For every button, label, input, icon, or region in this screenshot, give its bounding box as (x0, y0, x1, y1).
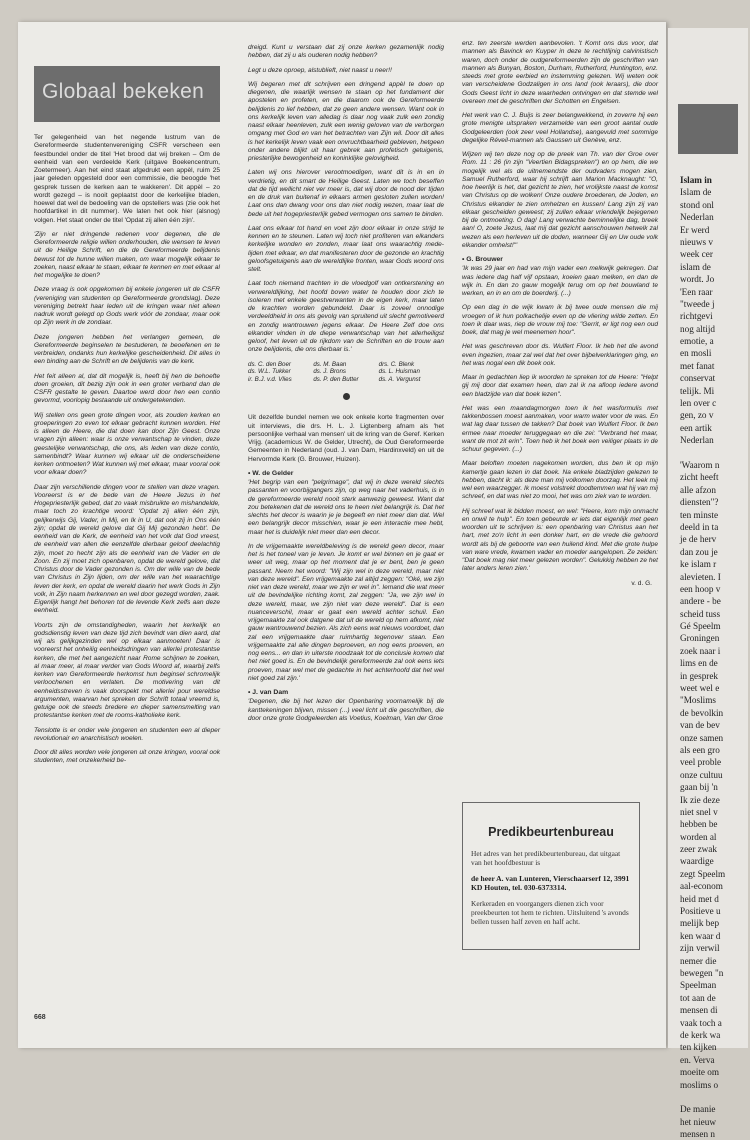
paragraph: Wij stellen ons geen grote dingen voor, als zouden kerken en groeperingen zo even tot elkaar gebracht kunnen worden. Het is alleen de Heere, die dat doen kan door Zijn Geest. Onze vragen zijn alleen: waar is onze verwantschap te vinden, deze geestelijke verwantschap, die ons, als leden van deze contio, samenbindt? Waar kunnen wij elkaar uit de onderscheidene kerken ontmoeten? Wat kunnen wij met elkaar, maar vooral ook voor elkaar doen? (34, 411, 220, 477)
paragraph: enz. ten zeerste werden aanbevolen. 't Komt ons dus voor, dat mannen als Bavinck en Kuyper in deze te rechtlijnig calvinistisch waren, doch onder de oudgereformeerden zijn de geschriften van mannen als Bunyan, Boston, Durham, Rutherford, Huntington, enz. steeds met grote eerbied en instemming gelezen. Wij weten ook van verscheidene Godzaligen in ons land (ook leraars), die door Gods Geest licht in deze waarheden ontvingen en dat stemde wel overeen met de geschriften der Schotten en Engelsen. (462, 40, 658, 105)
adjacent-page-line: len over c (680, 398, 717, 409)
adjacent-page-line: onze cultuu (680, 769, 723, 780)
adjacent-page-line: diensten"? (680, 497, 719, 508)
paragraph: Ter gelegenheid van het negende lustrum van de Gereformeerde studentenvereniging CSFR verscheen een feestbundel onder de titel 'Het brood dat wij breken – Om de eenheid van een verdeelde Kerk (uitgave Boekencentrum, Zoetermeer). Aan het eind staat afgedrukt een appèl, ruim 25 jaar geleden opgesteld door een commissie, die beoogde 'het gesprek tussen de kerken aan te wakkeren'. Dit appèl – zo wordt gezegd – is nooit geplaatst door de kerkelijke bladen, hoewel dat wel de bedoeling van de opstellers was (zie ook het hoofdartikel in dit nummer). We laten het ook hier (alsnog) volgen. Het staat onder de titel 'Opdat zij allen één zijn'. (34, 134, 220, 224)
paragraph: Hij schreef wat ik bidden moest, en wel: "Heere, kom mijn onmacht en onwil te hulp". En toen gebeurde er iets dat eigenlijk met geen woorden uit te schrijven is: een openbaring van Christus aan het hart, met zo'n licht in een donker hart, en de vrede die gehoord wordt als bij de geboorte van een huilend kind. Met die grote hulpe van ware vrede, kwamen vader en moeder aangelopen. Ze zeiden: "Dat boek mag niet meer gelezen worden". Gelukkig hebben ze het later anders leren zien.' (462, 507, 658, 573)
adjacent-page-line: vaak toch a (680, 1017, 722, 1028)
adjacent-page-line: mensen n (680, 1129, 715, 1140)
paragraph: Het was geschreven door ds. Wulfert Floor. Ik heb het die avond even ingezien, maar zal wel dat het over bijbelverklaringen ging, en het was nogal een dik boek ook. (462, 343, 658, 367)
adjacent-page-line: 'Waarom n (680, 459, 720, 470)
adjacent-page-line: zeer zwak (680, 844, 717, 855)
adjacent-page-line: emotie, a (680, 336, 714, 347)
adjacent-page-line: Islam de (680, 187, 712, 198)
adjacent-page-line: alevieten. I (680, 571, 721, 582)
adjacent-page-line: ke islam r (680, 559, 717, 570)
interview-heading: • G. Brouwer (462, 256, 503, 263)
paragraph: Deze vraag is ook opgekomen bij enkele jongeren uit de CSFR (vereniging van studenten op Gereformeerde grondslag). Deze vereniging betrekt haar leden uit de kringen waar niet alleen nadruk wordt gelegd op Gods werk vóór de zondaar, maar ook op Zijn werk in de zondaar. (34, 286, 220, 327)
adjacent-page-line: nieuws v (680, 236, 713, 247)
interview-heading: • W. de Gelder (248, 469, 294, 477)
adjacent-page-line: De manie (680, 1104, 716, 1115)
adjacent-page-line: heid met d (680, 893, 719, 904)
adjacent-page-line: gen, zo v (680, 410, 714, 421)
signatory-name: ds. J. Brons (313, 368, 346, 376)
paragraph: Legt u deze oproep, alstublieft, niet naast u neer!! (248, 66, 392, 74)
adjacent-page-line: Nederlan (680, 435, 714, 446)
paragraph: Op een dag in de wijk kwam ik bij twee oude mensen die mij vroegen of ik hun polkachelije even op de vliering wilde zetten. En toen ik daar was, riep de vrouw mij toe: "Gerrit, er ligt nog een oud boek, dat mag je wel meenemen hoor". (462, 304, 658, 336)
signatory-name: ds. W.L. Tukker (248, 368, 291, 376)
adjacent-page-line: en mosli (680, 348, 712, 359)
adjacent-page-line (680, 447, 750, 459)
signatory-name: ds. C. den Boer (248, 360, 291, 368)
adjacent-page-line: Gé Speelm (680, 621, 721, 632)
adjacent-page-line: dan zou je (680, 546, 718, 557)
adjacent-page-line: telijk. Mi (680, 385, 715, 396)
adjacent-page-line: een hoop v (680, 583, 721, 594)
box-instructions: Kerkeraden en voorgangers dienen zich voor preekbeurten tot hem te richten. Uitsluitend 's avonds bellen tussen half zeven en half acht. (471, 899, 629, 926)
adjacent-page-line: Nederlan (680, 212, 714, 223)
signatory-name: ir. B.J. v.d. Vlies (248, 375, 292, 383)
signatory-name: drs. C. Blenk (378, 360, 415, 368)
adjacent-page-line: onze samen (680, 732, 724, 743)
adjacent-page-line: zijn verwil (680, 943, 720, 954)
adjacent-page-line: wordt. Jo (680, 274, 715, 285)
box-address: de heer A. van Lunteren, Vierschaarserf 12, 3991 KD Houten, tel. 030-6373314. (471, 874, 630, 892)
adjacent-page-line: mensen di (680, 1005, 718, 1016)
adjacent-page-line: Speelman (680, 980, 717, 991)
adjacent-page-line: ten minste (680, 509, 719, 520)
paragraph: Het was een maandagmorgen toen ik het wasformulis met takkenbossen moest aanmaken, voor warm water voor de was. En wat lag daar tussen de takken? Dat boek van Wulfert Floor. Ik ben ermee naar moeder teruggegaan en die zei: "Verbrand het maar, want de mot zit erin". Toen heb ik het boek een veiliger plaats in de schuur gegeven. (...) (462, 404, 658, 453)
signatory-name: ds. P. den Butter (313, 375, 359, 383)
interview-heading: • J. van Dam (248, 689, 289, 697)
adjacent-page-line: 'Een raar (680, 286, 713, 297)
adjacent-page-line: in gesprek (680, 670, 719, 681)
adjacent-page-image (678, 104, 738, 154)
paragraph: Het werk van C. J. Buijs is zeer belangwekkend, in zoverre hij een grote menigte uitspraken verzamelde van een groot aantal oude Godgeleerden (ook zeer veel Hollandse), aangevuld met sommige degelijke Réveil-mannen als Gaussen uit Genève, enz. (462, 112, 658, 144)
section-dot (343, 393, 350, 400)
adjacent-page-line: Ik zie deze (680, 794, 720, 805)
paragraph: 'Zijn er niet dringende redenen voor degenen, die de Gereformeerde religie willen onderhouden, die wensen te leven uit de Heilige Schrift, en die de Gereformeerde belijdenis bewust tot de hunne willen maken, om waar mogelijk elkaar te zoeken, naast elkaar te staan, elkaar te kennen en met elkaar al het mogelijke te doen? (34, 230, 220, 279)
column-banner (34, 66, 220, 122)
paragraph: Maar in gedachten liep ik woorden te spreken tot de Heere: "Helpt gij mij door dat examen heen, dan zal ik na afloop iedere avond een bladzijde van dat boek lezen". (462, 374, 658, 398)
adjacent-page-line: moslims o (680, 1079, 719, 1090)
adjacent-page (668, 28, 748, 1140)
adjacent-page-line: moeite om (680, 1067, 720, 1078)
adjacent-page-line: "Moslims (680, 695, 716, 706)
adjacent-page-line: aal-econom (680, 881, 723, 892)
adjacent-page-line: zegt Speelm (680, 868, 726, 879)
paragraph: In de vrijgemaakte wereldbeleving is de wereld geen decor, maar het is het toneel van je leven. Je komt er wel binnen en je gaat er weer uit weg, maar op het moment dat je er bent, ben je geen passant. Neem het woord: "Wij zijn wel in deze wereld, maar niet van deze wereld". Een vrijgemaakte zal altijd zeggen: "Oké, we zijn niet van deze wereld, maar we zijn er wel in". Iemand die wat meer uit de bevindelijke richting komt, zal zeggen: "Ja, we zijn wel in deze wereld, maar, we zijn niet van deze wereld". Dat is een nuanceverschil, maar er gaat een wereld achter schuil. Een vrijgemaakte zal ook datgene dat uit de wereld op hem afkomt, niet gauw wantrouwend bezien. Als zich eens wat nieuws voordoet, dan zal een vrijgemaakte daar ruimhartig tegenover staan. Een vrijgemaakte zal alle dingen beproeven, en nog eens proeven, en nog eens... en dan in uiterste noodzaak tot de conclusie komen dat het niet goed is. En de bevindelijk gereformeerde zal ook eens iets proeven, maar wel met de gedachte in het achterhoofd dat het wel niet goed zal zijn.' (248, 542, 444, 682)
adjacent-page-line (680, 1091, 750, 1103)
adjacent-page-line: Positieve u (680, 906, 721, 917)
adjacent-page-line: de bevolkin (680, 707, 724, 718)
article-column-1 (34, 134, 220, 772)
paragraph: Laat ons elkaar tot hand en voet zijn door elkaar in onze strijd te kennen en te steunen. Laten wij toch niet profiteren van elkanders kerkelijke wonden en zonden, maar laat ons waarachtig mede-lijden met elkaar, en dat manifesteren door de gezonde en krachtig geloofsgetuigenis aan de wereldlijke fronten, waar Gods woord ons stelt. (248, 224, 444, 273)
adjacent-page-line: van de bev (680, 720, 720, 731)
adjacent-page-line: ten kijken (680, 1042, 717, 1053)
paragraph: Wijzen wij ten deze nog op de preek van Th. van der Groe over Rom. 11 : 26 (in zijn "Veertien Bidagspreken") en op hem, die we mogelijk wel als de uitnemendste der oudvaders mogen zien, Samuel Rutherford, waar hij schrijft aan Marion Macknaught: "O, hoe heerlijk is het, dat gezicht te zien, het vrolijkste naast de komst van Christus op de wolken! Onze oudere broederen, de Joden, en Christus elkander te zien omhelzen en kussen! Lang zijn zij van elkaar gescheiden geweest; zij zullen elkaar vriendelijk bejegenen bij de ontmoeting. O dag! Lang verwachte beminnelijke dag, breek aan! O, zoete Jezus, laat mij dat gezicht aanschouwen hetwelk zal wezen als een herleven uit de doden, wanneer Gij en Uw oude volk elkander omhelst!"' (462, 151, 658, 249)
adjacent-page-line: nog altijd (680, 323, 715, 334)
paragraph: Daar zijn verschillende dingen voor te stellen van deze vragen. Vooreerst is er de bede van de Heere Jezus in het Hogepriesterlijk gebed, dat zo vaak misbruikte en mishandelde, maar toch zo krachtige woord: 'Opdat zij allen één zijn, gelijkerwijs Gij, Vader, in Mij, en Ik in U, dat ook zij in Ons één zijn; opdat de wereld gelove dat Gij Mij gezonden hebt'. De eenheid van de Kerk, de eenheid van het volk dat God vreest, de eenheid van allen die eenzelfde dierbaar geloof deelachtig zijn, moet zo hecht zijn als de eenheid van de Vader en de Zoon. En zij moet zich openbaren, opdat de wereld gelove, dat Christus door de Vader gezonden is. Om der wille van de bede van Christus in Zijn lijden, om der wille van het waarachtige leven der kerk, en opdat de wereld daarin het werk Gods in Zijn volk, in Zijn naam herkennen en wel door gezegd worden, zaak. Eigenlijk hangt het behoren tot de levende Kerk zelfs aan deze eenheid. (34, 483, 220, 615)
adjacent-page-line: je de herv (680, 534, 717, 545)
paragraph: Maar beloften moeten nagekomen worden, dus ben ik op mijn kamertje gaan lezen in dat boek. Na enkele bladzijden gelezen te hebben, dacht ik: als deze man mij volkomen doorzag. Het leek mij wel een waarzegger. Ik moest volstrekt doodtemmen wat hij van mij schreef, en dat was niet zo mooi, het was om ziek van te worden. (462, 460, 658, 501)
adjacent-page-line: zicht heeft (680, 472, 719, 483)
paragraph: Laat toch niemand trachten in de vloedgolf van ontkerstening en verwereldlijking, het hoofd boven water te houden door zich te isoleren met enkele geestverwanten in de eigen kerk, maar laten de krachten worden gebundeld. Daar is zoveel onnodige verdeeldheid in ons als gevolg van spruitend uit slecht gemotiveerd en zondig wantrouwen jegens elkaar. De Heere Zelf doe ons elkander vinden in de diepe verwantschap van het allerheiligst geloof, het leven uit de rijkdom van de Schriften en de trouw aan onze belijdenis, die ons dierbaar is.' (248, 280, 444, 354)
adjacent-page-line: deeld in ta (680, 521, 719, 532)
adjacent-page-line: week cer (680, 249, 713, 260)
adjacent-page-line: tot aan de (680, 992, 716, 1003)
paragraph: 'Het begrip van een "pelgrimage", dat wij in deze wereld slechts passanten en voorbijgangers zijn, op weg naar het vaderhuis, is in de gereformeerde wereld nooit sterk aanwezig geweest. Want dat zou betekenen dat de wereld ons te heen niet belangrijk is. Dat het slechts het decor is waarin je je begeeft en niet meer dan dat. Wel een belangrijk decor misschien, waar je een interactie mee hebt, maar het is duidelijk niet meer dan een decor. (248, 479, 444, 536)
adjacent-page-line: als een gro (680, 744, 720, 755)
adjacent-page-line: veel proble (680, 757, 722, 768)
adjacent-page-line: zoek naar i (680, 645, 721, 656)
page-number: 668 (34, 1014, 46, 1021)
box-title: Predikbeurtenbureau (488, 825, 614, 839)
box-intro: Het adres van het predikbeurtenbureau, dat uitgaat van het hoofdbestuur is (471, 849, 621, 867)
signatory-name: ds. L. Huisman (378, 368, 420, 376)
paragraph: Tenslotte is er onder vele jongeren en studenten een al dieper revolutionair en anarchistisch woelen. (34, 726, 220, 742)
adjacent-page-line: islam de (680, 261, 711, 272)
adjacent-page-line: scheid tuss (680, 608, 721, 619)
signatories-table (248, 361, 444, 384)
adjacent-page-line: andere - be (680, 596, 721, 607)
paragraph: Door dit alles worden vele jongeren uit onze kringen, vooral ook studenten, met onzekerheid be- (34, 749, 220, 765)
paragraph: Wij begeren met dit schrijven een dringend appèl te doen op diegenen, die waarlijk wensen te staan op het fundament der apostelen en profeten, en die daarom ook de Gereformeerde belijdenis zo lief hebben, dat ze geen andere wensen. Want ook in ons kerkelijk leven van alledag is daar nog vaak zulk een zondig naast elkaar heenleven, zulk een wenig geloven van de verborgen omgang met God en van het betrachten van Zijn wil. Door dit alles is het kerkelijk leven vaak een onvruchtbaarheid gebleven, hetgeen onder andere blijkt uit haar gebrek aan profetisch getuigenis, priesterlijke bewogenheid en koninklijke gelovigheid. (248, 80, 444, 162)
adjacent-page-line: en. Verva (680, 1054, 715, 1065)
adjacent-page-line: stond onl (680, 199, 714, 210)
adjacent-page-text (680, 174, 750, 1140)
adjacent-page-line: ken waar d (680, 930, 721, 941)
adjacent-page-line: richtgevi (680, 311, 713, 322)
adjacent-page-line: hebben be (680, 819, 718, 830)
adjacent-page-line: bewegen "n (680, 968, 724, 978)
paragraph: Voorts zijn de omstandigheden, waarin het kerkelijk en godsdienstig leven van deze tijd zich bevindt van dien aard, dat wij als gelijkgezinden wel op elkaar aanmoeten! Daar is vooreerst het onheilig eenheidsdringen van allerlei protestantse kerken, die met het aangezicht naar Rome schijnen te zoeken, al maar meer, al maar verder van Gods Woord af, waarbij zelfs kerken van Gereformeerde herkomst hun beginsel schromelijk verloochenen en verlaten. De motivering van dit eenheidsstreven is vaak doorspekt met allerlei pour wereldse argumenten, waarvan het spreken der Schrift totaal vreemd is, getuige ook de steeds bredere en dieper samensmelting van protestantse kerken met de rooms-katholieke kerk. (34, 621, 220, 720)
paragraph: 'Ik was 29 jaar en had van mijn vader een melkwijk gekregen. Dat was iedere dag half vijf opstaan, koeien gaan melken, en dan de wijk in. En dan zo gauw mogelijk terug om op het bouwland te werken, en in en om de boerderij. (...) (462, 265, 658, 297)
paragraph: Het feit alleen al, dat dit mogelijk is, heeft bij hen de behoefte doen groeien, dit bezig zijn ook in een groter verband dan de CSFR gestalte te geven. Daartoe werd door hen een contio gevormd, voorlopig bestaande uit ondergetekenden. (34, 372, 220, 405)
paragraph: Uit dezelfde bundel nemen we ook enkele korte fragmenten over uit interviews, die drs. H. L. J. Ligtenberg afnam als 'het persoonlijke verhaal van mensen' uit de kring van de Geref. Kerken Vrijg. (academicus W. de Gelder, Utrecht), de Oud Gereformeerde Gemeenten in Nederland (oud. J. van Dam, Hardinxveld) en uit de Hervormde Kerk (G. Brouwer, Huizen). (248, 414, 444, 463)
adjacent-page-line: weet wel e (680, 683, 720, 694)
adjacent-page-line: worden al (680, 831, 717, 842)
paragraph: Laten wij ons hierover verootmoedigen, want dit is in en in verdrietig, en dit smart de Heilige Geest. Laten we toch beseffen dat de tijd wellicht niet ver meer is, dat wij door de nood der tijden en de druk van buitenaf in elkaars armen gesloten zullen worden! Laat ons dan dwang voor ons dan niet nodig wezen, maar laat de bede uit het hogepriesterlijk gebed vermogen ons samen te binden. (248, 169, 444, 218)
signatory-name: ds. M. Baan (313, 360, 347, 368)
paragraph: Deze jongeren hebben het verlangen gemeen, de Gereformeerde beginselen te bestuderen, te beoefenen en te verbreiden, ondanks hun kerkelijke gescheidenheid. Dit alles in een binding aan de Schrift en de belijdenis van de kerk. (34, 333, 220, 366)
adjacent-page-line: melijk bep (680, 918, 720, 929)
adjacent-page-line: alle afzon (680, 484, 716, 495)
adjacent-page-line: nemer die (680, 955, 717, 966)
adjacent-page-line: Groningen (680, 633, 720, 644)
article-column-3 (462, 40, 658, 588)
predikbeurtenbureau-box (462, 802, 640, 950)
adjacent-page-line: een artik (680, 422, 712, 433)
article-column-2 (248, 44, 444, 729)
adjacent-page-line: conservat (680, 373, 716, 384)
adjacent-page-line: Er werd (680, 224, 710, 235)
signatory-name: ds. A. Vergunst (378, 375, 421, 383)
adjacent-page-line: de kerk wa (680, 1029, 721, 1040)
adjacent-page-line: Islam in (680, 175, 712, 185)
adjacent-page-line: lims en de (680, 658, 718, 669)
paragraph: 'Degenen, die bij het lezen der Openbaring voornamelijk bij de kanttekeningen blijven, missen (...) veel licht uit die geschriften, die door onze grote Godgeleerden als Voetius, Koelman, Van der Groe (248, 698, 444, 722)
author-initials: v. d. G. (631, 579, 652, 587)
adjacent-page-line: "tweede j (680, 298, 715, 309)
adjacent-page-line: niet snel v (680, 806, 718, 817)
adjacent-page-line: waardige (680, 856, 714, 867)
adjacent-page-line: het nieuw (680, 1116, 716, 1127)
adjacent-page-line: met fanat (680, 360, 715, 371)
adjacent-page-line: gaan bij 'n (680, 782, 718, 793)
banner-title: Globaal bekeken (42, 80, 205, 103)
paragraph: dreigd. Kunt u verstaan dat zij onze kerken gezamenlijk nodig hebben, dat zij u als ouderen nodig hebben? (248, 44, 444, 60)
